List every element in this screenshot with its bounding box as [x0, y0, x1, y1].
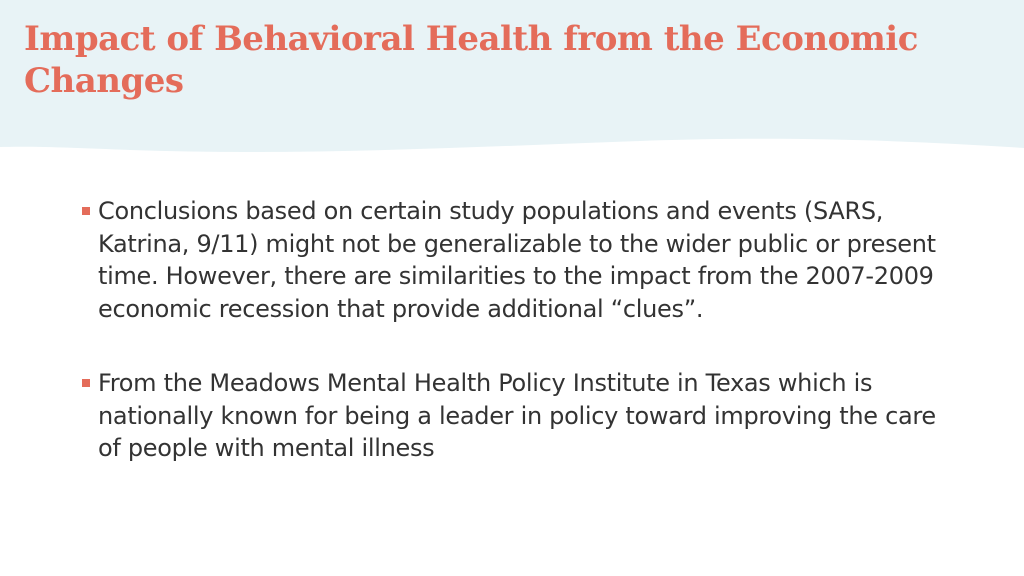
bullet-item: [80, 195, 960, 325]
square-bullet-icon: [82, 207, 90, 215]
square-bullet-icon: [82, 379, 90, 387]
bullet-item: [80, 367, 960, 465]
bullet-list: [80, 195, 960, 465]
bullet-text: From the Meadows Mental Health Policy Institute in Texas which is nationally known for being a leader in policy toward improving the care of people with mental illness: [98, 369, 936, 462]
bullet-text: Conclusions based on certain study populations and events (SARS, Katrina, 9/11) might not be generalizable to the wider public or present time. However, there are similarities to the impact from the 2007-2009 economic recession that provide additional “clues”.: [98, 197, 936, 323]
slide-title: Impact of Behavioral Health from the Economic Changes: [24, 19, 918, 101]
